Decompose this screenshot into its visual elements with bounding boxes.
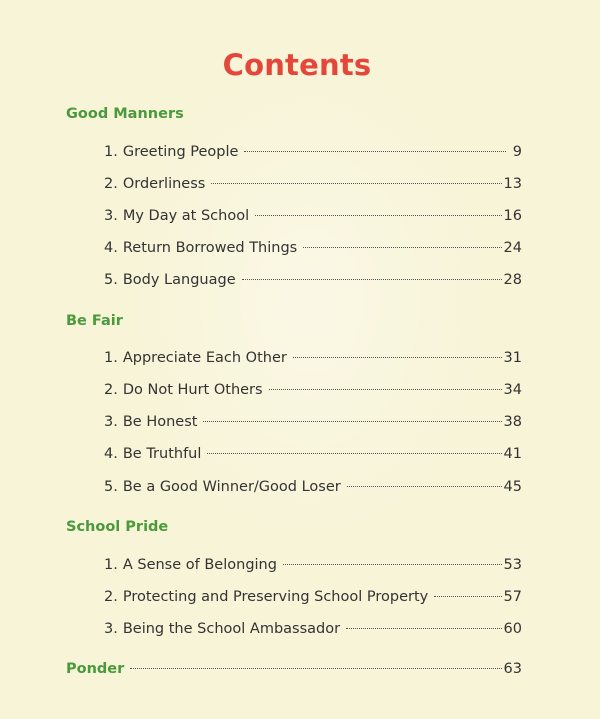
toc-entry[interactable] — [104, 176, 522, 196]
entry-title: Being the School Ambassador — [122, 621, 341, 637]
entry-page-number: 34 — [503, 382, 522, 398]
entry-title: Protecting and Preserving School Property — [122, 589, 429, 605]
entry-title: Be a Good Winner/Good Loser — [122, 479, 341, 495]
entry-page-number: 63 — [503, 661, 522, 677]
entry-number: 2. — [104, 382, 118, 398]
dot-leader — [283, 564, 502, 565]
entry-page-number: 38 — [503, 414, 522, 430]
section-heading-school-pride: School Pride — [66, 519, 169, 535]
entry-page-number: 60 — [503, 621, 522, 637]
dot-leader — [211, 183, 501, 184]
entry-page-number: 9 — [512, 144, 522, 160]
dot-leader — [434, 596, 501, 597]
entry-title-ponder: Ponder — [66, 661, 125, 677]
entry-title: Body Language — [122, 272, 236, 288]
entry-number: 5. — [104, 479, 118, 495]
toc-entry[interactable] — [104, 240, 522, 260]
toc-entry[interactable] — [104, 589, 522, 609]
toc-entry-ponder[interactable] — [66, 661, 522, 681]
entry-page-number: 57 — [503, 589, 522, 605]
section-heading-be-fair: Be Fair — [66, 313, 123, 329]
dot-leader — [130, 668, 501, 669]
dot-leader — [347, 486, 502, 487]
entry-title: My Day at School — [122, 208, 250, 224]
dot-leader — [269, 389, 502, 390]
toc-entry[interactable] — [104, 350, 522, 370]
dot-leader — [293, 357, 502, 358]
entry-title: Appreciate Each Other — [122, 350, 287, 366]
entry-number: 2. — [104, 589, 118, 605]
dot-leader — [303, 247, 501, 248]
toc-entry[interactable] — [104, 144, 522, 164]
section-heading-good-manners: Good Manners — [66, 106, 184, 122]
dot-leader — [207, 453, 501, 454]
entry-page-number: 16 — [503, 208, 522, 224]
entry-page-number: 41 — [503, 446, 522, 462]
toc-entry[interactable] — [104, 208, 522, 228]
entry-page-number: 28 — [503, 272, 522, 288]
dot-leader — [242, 279, 502, 280]
toc-entry[interactable] — [104, 621, 522, 641]
entry-number: 5. — [104, 272, 118, 288]
entry-number: 4. — [104, 446, 118, 462]
toc-entry[interactable] — [104, 479, 522, 499]
entry-title: Do Not Hurt Others — [122, 382, 263, 398]
entry-title: A Sense of Belonging — [122, 557, 277, 573]
entry-number: 3. — [104, 208, 118, 224]
entry-page-number: 45 — [503, 479, 522, 495]
page-title: Contents — [222, 48, 372, 82]
entry-title: Be Honest — [122, 414, 198, 430]
entry-page-number: 31 — [503, 350, 522, 366]
entry-title: Orderliness — [122, 176, 206, 192]
entry-number: 4. — [104, 240, 118, 256]
toc-entry[interactable] — [104, 557, 522, 577]
entry-page-number: 24 — [503, 240, 522, 256]
entry-number: 2. — [104, 176, 118, 192]
entry-number: 1. — [104, 144, 118, 160]
entry-number: 3. — [104, 621, 118, 637]
dot-leader — [244, 151, 506, 152]
entry-number: 3. — [104, 414, 118, 430]
dot-leader — [346, 628, 501, 629]
entry-title: Greeting People — [122, 144, 239, 160]
entry-number: 1. — [104, 557, 118, 573]
toc-entry[interactable] — [104, 446, 522, 466]
toc-entry[interactable] — [104, 272, 522, 292]
dot-leader — [203, 421, 501, 422]
entry-title: Be Truthful — [122, 446, 202, 462]
toc-entry[interactable] — [104, 382, 522, 402]
entry-title: Return Borrowed Things — [122, 240, 298, 256]
dot-leader — [255, 215, 501, 216]
toc-entry[interactable] — [104, 414, 522, 434]
entry-page-number: 13 — [503, 176, 522, 192]
entry-number: 1. — [104, 350, 118, 366]
entry-page-number: 53 — [503, 557, 522, 573]
